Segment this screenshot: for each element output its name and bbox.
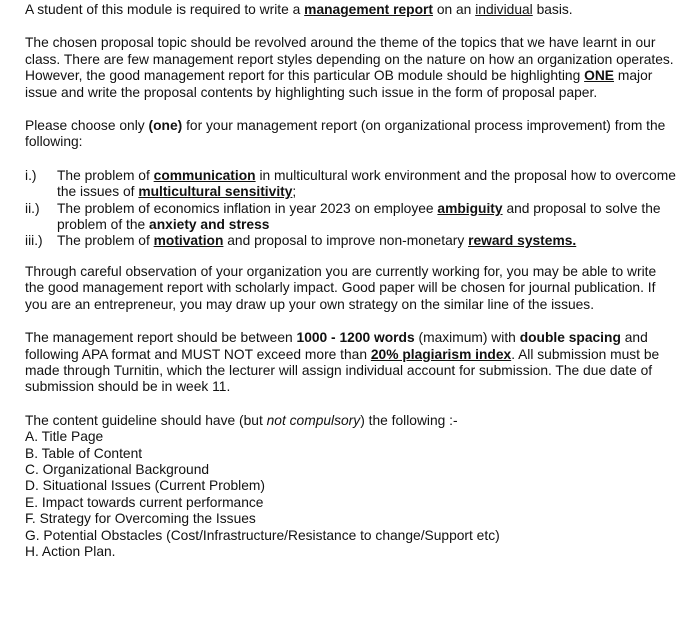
requirements-text-4: . All submission must be made through Turnitin, which the lecturer will assign individual account for submission. The due date of submission should be in week 11.	[25, 346, 660, 395]
list-item-number: i.)	[25, 167, 37, 183]
list-item-number: ii.)	[25, 200, 40, 216]
intro-text-2: on an	[436, 2, 472, 17]
list-item: G. Potential Obstacles (Cost/Infrastructure/Resistance to change/Support etc)	[25, 527, 500, 543]
option-text: and proposal to solve the problem of the	[57, 200, 661, 233]
requirements-emphasis-plagiarism: 20% plagiarism index	[370, 346, 512, 362]
list-item-text	[57, 201, 678, 234]
list-item: E. Impact towards current performance	[25, 494, 264, 510]
requirements-emphasis-words: 1000 - 1200 words	[296, 330, 415, 346]
proposal-paragraph	[25, 35, 678, 101]
list-item: F. Strategy for Overcoming the Issues	[25, 511, 256, 527]
requirements-emphasis-spacing: double spacing	[519, 330, 621, 346]
list-item: C. Organizational Background	[25, 461, 210, 477]
guideline-text-2: ) the following :-	[360, 412, 458, 428]
guideline-emphasis: not compulsory	[266, 412, 361, 428]
proposal-text-2: major issue and write the proposal contents by highlighting such issue in the form of proposal paper.	[25, 68, 653, 100]
list-item: D. Situational Issues (Current Problem)	[25, 478, 266, 494]
choose-text-2: for your management report (on organizational process improvement) from the following:	[25, 118, 666, 150]
guideline-list	[25, 429, 678, 560]
list-item-text	[57, 233, 678, 249]
option-text: The problem of economics inflation in year 2023 on employee	[57, 200, 434, 216]
choose-text: Please choose only	[25, 118, 145, 134]
option-text: and proposal to improve non-monetary	[227, 233, 465, 249]
guideline-heading	[25, 413, 678, 429]
requirements-text-2: (maximum) with	[418, 330, 516, 346]
intro-emphasis-individual: individual	[475, 2, 533, 17]
option-emphasis: multicultural sensitivity	[138, 184, 293, 200]
option-text: The problem of	[57, 167, 150, 183]
list-item	[25, 233, 678, 249]
observation-paragraph: Through careful observation of your organization you are currently working for, you may be able to write the good management report with scholarly impact. Good paper will be chosen for journal publication. If you are an entrepreneur, you may draw up your own strategy on the similar line of the issues.	[25, 263, 657, 312]
proposal-emphasis-one: ONE	[584, 68, 615, 84]
requirements-paragraph	[25, 330, 678, 396]
choose-emphasis-one: (one)	[148, 118, 183, 134]
intro-paragraph	[25, 2, 678, 18]
option-emphasis: anxiety and stress	[149, 217, 270, 233]
list-item: B. Table of Content	[25, 445, 143, 461]
option-text: ;	[292, 184, 297, 200]
list-item-text	[57, 168, 678, 201]
choose-paragraph	[25, 118, 678, 151]
intro-text: A student of this module is required to write a	[25, 2, 301, 17]
list-item-number: iii.)	[25, 233, 43, 249]
guideline-text: The content guideline should have (but	[25, 412, 263, 428]
intro-text-3: basis.	[536, 2, 573, 17]
option-text: The problem of	[57, 233, 150, 249]
option-emphasis: ambiguity	[437, 200, 503, 216]
option-text: in multicultural work environment and the proposal how to overcome the issues of	[57, 167, 676, 200]
requirements-text: The management report should be between	[25, 330, 293, 346]
options-list	[25, 168, 678, 250]
list-item	[25, 168, 678, 201]
list-item	[25, 201, 678, 234]
proposal-text: The chosen proposal topic should be revolved around the theme of the topics that we have learnt in our class. There are few management report styles depending on the nature on how an organization operates. However, the good management report for this particular OB module should be highlighting	[25, 35, 674, 84]
list-item: A. Title Page	[25, 429, 104, 445]
option-emphasis: motivation	[153, 233, 224, 249]
option-emphasis: reward systems.	[468, 233, 577, 249]
requirements-text-3: and following APA format and MUST NOT exceed more than	[25, 330, 648, 362]
option-emphasis: communication	[153, 167, 256, 183]
list-item: H. Action Plan.	[25, 543, 116, 559]
intro-emphasis-management-report: management report	[304, 2, 433, 17]
